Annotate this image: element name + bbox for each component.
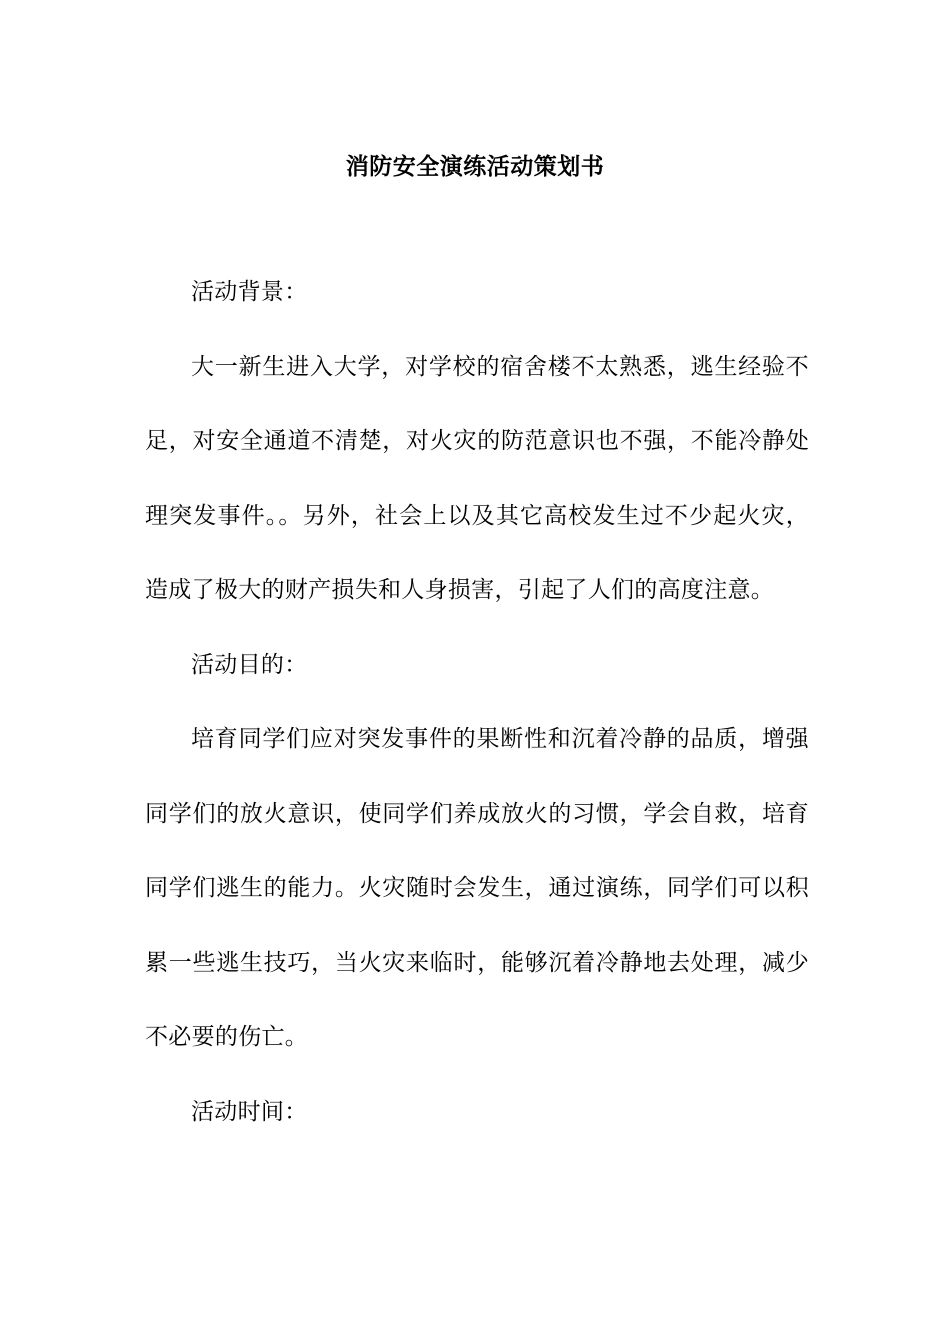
document-title: 消防安全演练活动策划书 [345,153,605,181]
heading-purpose: 活动目的： [191,651,308,678]
paragraph-purpose: 培育同学们应对突发事件的果断性和沉着冷静的品质，增强同学们的放火意识，使同学们养成放火的习惯，学会自救，培育同学们逃生的能力。火灾随时会发生，通过演练，同学们可以积累一些逃生技巧，当火灾来临时，能够沉着冷静地去处理，减少不必要的伤亡。 [145,726,809,1050]
paragraph-background: 大一新生进入大学，对学校的宿舍楼不太熟悉，逃生经验不足，对安全通道不清楚，对火灾的防范意识也不强，不能冷静处理突发事件。。另外，社会上以及其它高校发生过不少起火灾，造成了极大的财产损失和人身损害，引起了人们的高度注意。 [145,353,809,603]
heading-time: 活动时间： [191,1098,308,1125]
heading-background: 活动背景： [191,279,308,305]
document-body [145,255,809,1149]
